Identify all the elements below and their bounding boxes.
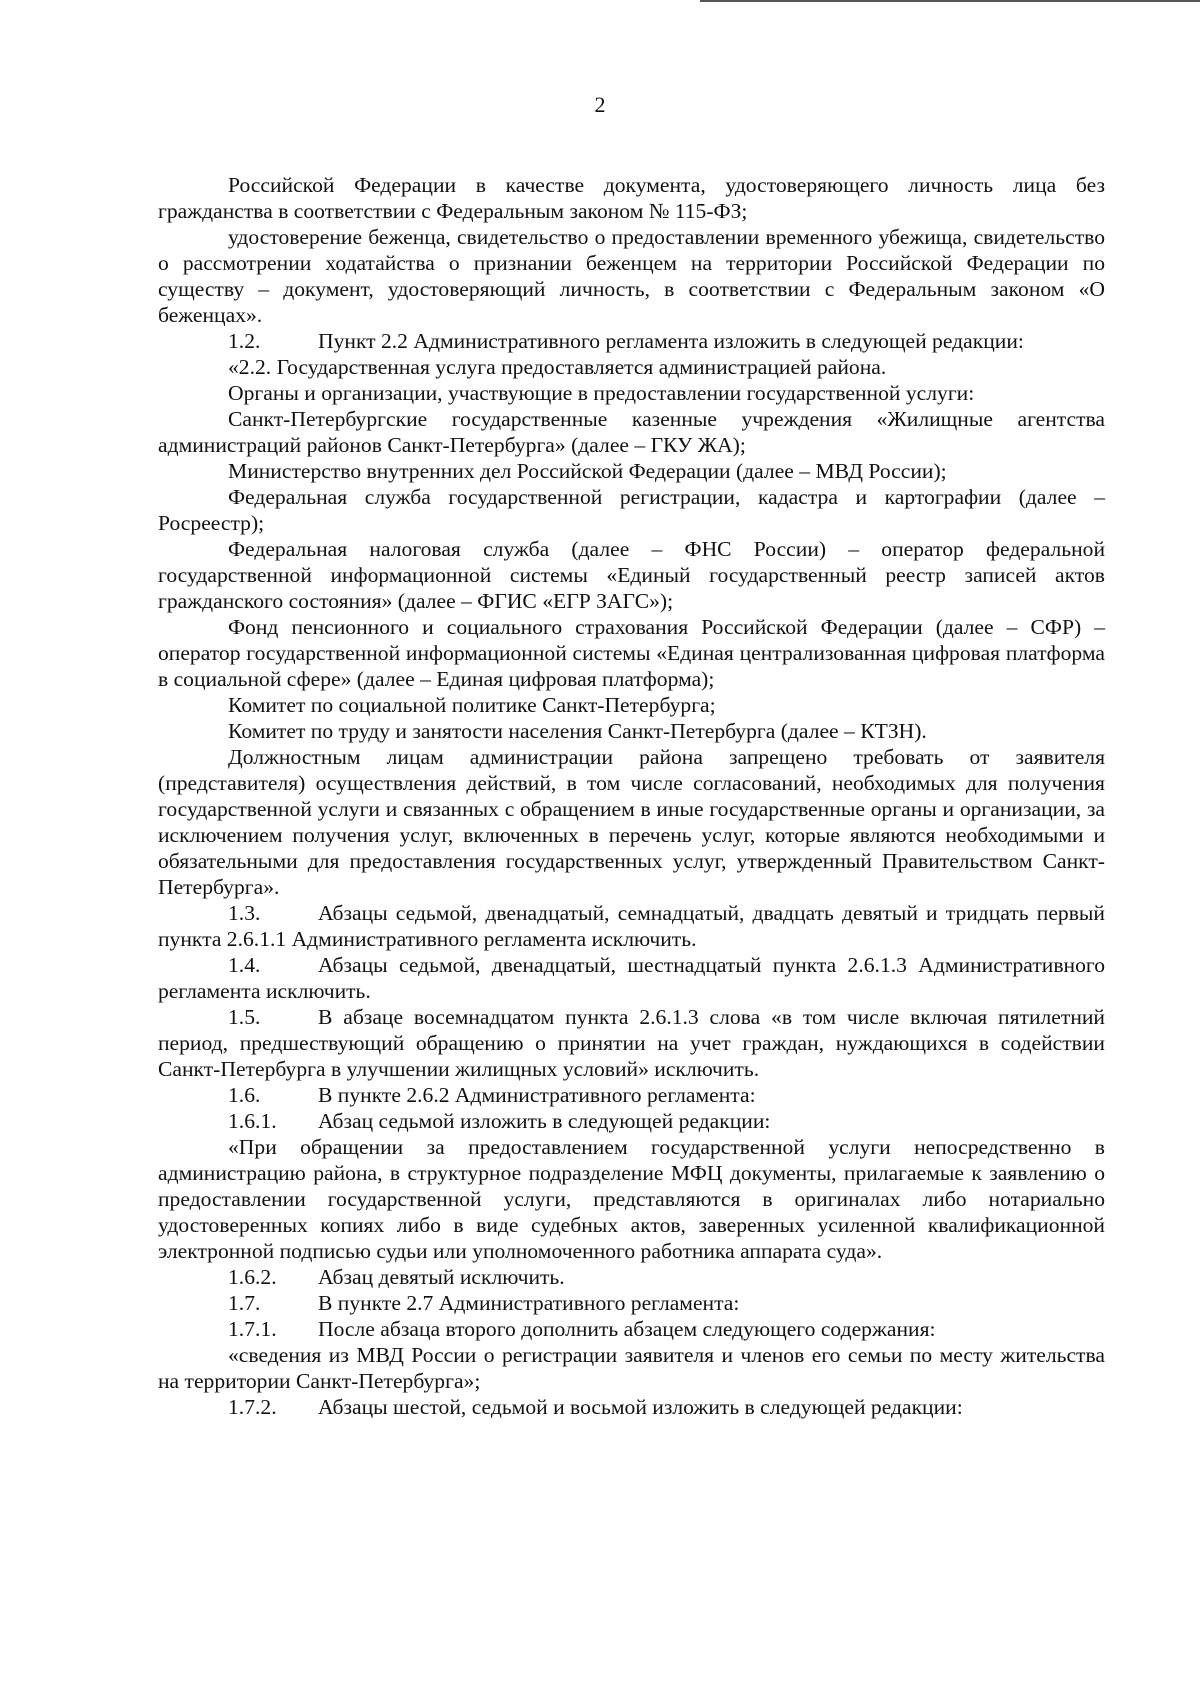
paragraph-text: Федеральная налоговая служба (далее – ФНС России) – оператор федеральной государственной информационной системы «Единый государственный реестр записей актов гражданского состояния» (далее – ФГИС «ЕГР ЗАГС»); [158,537,1105,613]
paragraph-text: Российской Федерации в качестве документа, удостоверяющего личность лица без гражданства в соответствии с Федеральным законом № 115-ФЗ; [158,173,1105,223]
paragraph-text: В абзаце восемнадцатом пункта 2.6.1.3 слова «в том числе включая пятилетний период, предшествующий обращению о принятии на учет граждан, нуждающихся в содействии Санкт-Петербурга в улучшении жилищных условий» исключить. [158,1005,1105,1081]
paragraph [158,484,1105,536]
paragraph-text: Абзац девятый исключить. [318,1265,565,1289]
paragraph [158,1342,1105,1394]
paragraph-number: 1.2. [228,329,261,353]
numbered-paragraph [158,1316,1105,1342]
paragraph [158,536,1105,614]
paragraph-number: 1.7. [228,1291,261,1315]
paragraph-number: 1.7.1. [228,1317,277,1341]
paragraph-text: «При обращении за предоставлением государственной услуги непосредственно в администрацию района, в структурное подразделение МФЦ документы, прилагаемые к заявлению о предоставлении государственной услуги, представляются в оригиналах либо нотариально удостоверенных копиях либо в виде судебных актов, заверенных усиленной квалификационной электронной подписью судьи или уполномоченного работника аппарата суда». [158,1135,1105,1263]
paragraph-text: Комитет по труду и занятости населения Санкт-Петербурга (далее – КТЗН). [228,719,927,743]
document-body [158,172,1105,1420]
paragraph-text: Абзац седьмой изложить в следующей редакции: [318,1109,771,1133]
scan-top-rule [700,0,1200,2]
paragraph-number: 1.6.2. [228,1265,277,1289]
numbered-paragraph [158,1290,1105,1316]
paragraph-text: Абзацы седьмой, двенадцатый, семнадцатый, двадцать девятый и тридцать первый пункта 2.6.1.1 Административного регламента исключить. [158,901,1105,951]
paragraph [158,172,1105,224]
paragraph-text: Комитет по социальной политике Санкт-Петербурга; [228,693,716,717]
paragraph [158,744,1105,900]
paragraph [158,1134,1105,1264]
paragraph-number: 1.6.1. [228,1109,277,1133]
paragraph [158,614,1105,692]
paragraph-text: Органы и организации, участвующие в предоставлении государственной услуги: [228,381,975,405]
numbered-paragraph [158,1394,1105,1420]
paragraph-text: «2.2. Государственная услуга предоставляется администрацией района. [228,355,887,379]
paragraph [158,380,1105,406]
paragraph-number: 1.7.2. [228,1395,277,1419]
paragraph-text: Абзацы шестой, седьмой и восьмой изложить в следующей редакции: [318,1395,963,1419]
paragraph [158,718,1105,744]
paragraph-text: Должностным лицам администрации района запрещено требовать от заявителя (представителя) осуществления действий, в том числе согласований, необходимых для получения государственной услуги и связанных с обращением в иные государственные органы и организации, за исключением получения услуг, включенных в перечень услуг, которые являются необходимыми и обязательными для предоставления государственных услуг, утвержденный Правительством Санкт-Петербурга». [158,745,1105,899]
numbered-paragraph [158,328,1105,354]
paragraph-text: Санкт-Петербургские государственные казенные учреждения «Жилищные агентства администраций районов Санкт-Петербурга» (далее – ГКУ ЖА); [158,407,1105,457]
paragraph-text: «сведения из МВД России о регистрации заявителя и членов его семьи по месту жительства на территории Санкт-Петербурга»; [158,1343,1105,1393]
numbered-paragraph [158,952,1105,1004]
paragraph-text: Пункт 2.2 Административного регламента изложить в следующей редакции: [318,329,1024,353]
paragraph-number: 1.5. [228,1005,261,1029]
paragraph [158,692,1105,718]
paragraph-text: Фонд пенсионного и социального страхования Российской Федерации (далее – СФР) – оператор государственной информационной системы «Единая централизованная цифровая платформа в социальной сфере» (далее – Единая цифровая платформа); [158,615,1105,691]
paragraph-number: 1.3. [228,901,261,925]
paragraph-text: В пункте 2.6.2 Административного регламента: [318,1083,756,1107]
numbered-paragraph [158,1082,1105,1108]
numbered-paragraph [158,900,1105,952]
paragraph-text: Абзацы седьмой, двенадцатый, шестнадцатый пункта 2.6.1.3 Административного регламента исключить. [158,953,1105,1003]
paragraph-text: Министерство внутренних дел Российской Федерации (далее – МВД России); [228,459,947,483]
numbered-paragraph [158,1108,1105,1134]
paragraph-text: После абзаца второго дополнить абзацем следующего содержания: [318,1317,936,1341]
paragraph-text: удостоверение беженца, свидетельство о предоставлении временного убежища, свидетельство о рассмотрении ходатайства о признании беженцем на территории Российской Федерации по существу – документ, удостоверяющий личность, в соответствии с Федеральным законом «О беженцах». [158,225,1105,327]
numbered-paragraph [158,1264,1105,1290]
paragraph-number: 1.4. [228,953,261,977]
paragraph [158,406,1105,458]
paragraph [158,458,1105,484]
paragraph-text: В пункте 2.7 Административного регламента: [318,1291,740,1315]
paragraph-text: Федеральная служба государственной регистрации, кадастра и картографии (далее – Росреестр); [158,485,1105,535]
numbered-paragraph [158,1004,1105,1082]
paragraph-number: 1.6. [228,1083,261,1107]
paragraph [158,224,1105,328]
page-number: 2 [594,92,606,117]
paragraph [158,354,1105,380]
